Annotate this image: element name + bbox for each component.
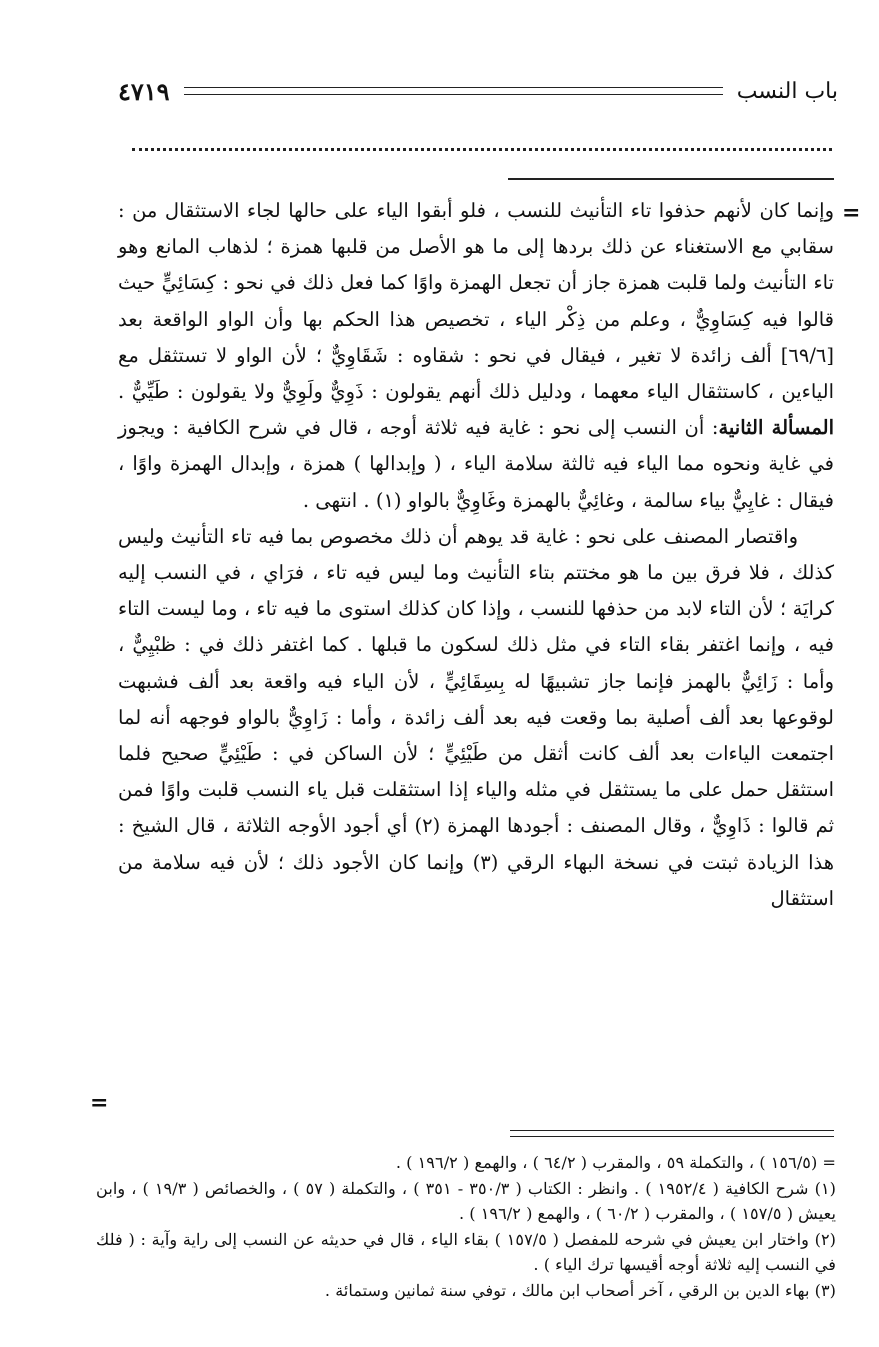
paragraph-1	[118, 193, 834, 519]
footnotes	[96, 1150, 836, 1304]
footnote-1: (١) شرح الكافية ( ١٩٥٢/٤ ) . وانظر : الكتاب ( ٣٥٠/٣ - ٣٥١ ) ، والتكملة ( ٥٧ ) ، والخصائص ( ١٩/٣ ) ، وابن يعيش ( ١٥٧/٥ ) ، والمقرب ( ٦٠/٢ ) ، والهمع ( ١٩٦/٢ ) .	[96, 1178, 836, 1224]
footnote-3: (٣) بهاء الدين بن الرقي ، آخر أصحاب ابن مالك ، توفي سنة ثمانين وستمائة .	[324, 1280, 836, 1300]
footnote-continued: = (١٥٦/٥ ) ، والتكملة ٥٩ ، والمقرب ( ٦٤/٢ ) ، والهمع ( ١٩٦/٢ ) .	[395, 1153, 836, 1172]
main-text	[118, 193, 834, 917]
paragraph-1-part-a: وإنما كان لأنهم حذفوا تاء التأنيث للنسب ، فلو أبقوا الياء على حالها لجاء الاستثقال من : سقابي مع الاستغناء عن ذلك بردها إلى ما هو الأصل من قلبها همزة ؛ لذهاب المانع وهو تاء التأنيث ولما قلبت همزة جاز أن تجعل الهمزة واوًا كما فعل ذلك في نحو : كِسَائِيٍّ حيث قالوا فيه كِسَاوِيٌّ ، وعلم من ذِكْر الياء ، تخصيص هذا الحكم بها وأن الواو الواقعة بعد [٦٩/٦] ألف زائدة لا تغير ، فيقال في نحو : شقاوه : شَقَاوِيٌّ ؛ لأن الواو لا تستثقل مع الياءين ، كاستثقال الياء معهما ، ودليل ذلك أنهم يقولون : ذَوِيٌّ ولَوِيٌّ ولا يقولون : طَيِّيٌّ .	[118, 199, 834, 404]
header-rule	[184, 87, 723, 95]
paragraph-2: واقتصار المصنف على نحو : غاية قد يوهم أن ذلك مخصوص بما فيه تاء التأنيث وليس كذلك ، فلا فرق بين ما هو مختتم بتاء التأنيث وما ليس فيه تاء ، فرَاي ، في النسب إليه كرايَة ؛ لأن التاء لابد من حذفها للنسب ، وإذا كان كذلك استوى ما فيه تاء ، وما ليست التاء فيه ، وإنما اغتفر بقاء التاء في مثل ذلك لسكون ما قبلها . كما اغتفر ذلك في : ظبْيِيٌّ ، وأما : زَائِيٌّ بالهمز فإنما جاز تشبيهًا له بِسِقَائِيٍّ ، لأن الياء فيه واقعة بعد ألف فشبهت لوقوعها بعد ألف أصلية بما وقعت فيه بعد ألف زائدة ، وأما : زَاوِيٌّ بالواو فوجهه أنه لما اجتمعت الياءات بعد ألف كانت أثقل من طَيْئِيٍّ ؛ لأن الساكن في : طَيْئِيٍّ صحيح فلما استثقل حمل على ما يستثقل في مثله والياء إذا استثقلت قبل ياء النسب قلبت واوًا فمن ثم قالوا : ذَاوِيٌّ ، وقال المصنف : أجودها الهمزة (٢) أي أجود الأوجه الثلاثة ، قال الشيخ : هذا الزيادة ثبتت في نسخة البهاء الرقي (٣) وإنما كان الأجود ذلك ؛ لأن فيه سلامة من استثقال	[118, 524, 835, 910]
chapter-title: باب النسب	[736, 78, 838, 104]
short-rule	[508, 178, 834, 180]
footnote-2: (٢) واختار ابن يعيش في شرحه للمفصل ( ١٥٧/٥ ) بقاء الياء ، قال في حديثه عن النسب إلى راية وآية : ( فلك في النسب إليه ثلاثة أوجه أقيسها ترك الياء ) .	[96, 1229, 836, 1275]
dotted-separator	[132, 148, 832, 151]
continuation-mark-bottom: =	[90, 1090, 109, 1116]
paragraph-1-part-b: : أن النسب إلى نحو : غاية فيه ثلاثة أوجه ، قال في شرح الكافية : ويجوز في غاية ونحوه مما الياء فيه ثالثة سلامة الياء ، ( وإبدالها ) همزة ، وإبدال الهمزة واوًا ، فيقال : غايِيٌّ بياء سالمة ، وغائِيٌّ بالهمزة وغَاوِيٌّ بالواو (١) . انتهى .	[118, 416, 834, 512]
page-number: ٤٧١٩	[118, 76, 170, 106]
section-heading: المسألة الثانية	[718, 416, 834, 440]
footnote-rule	[510, 1130, 834, 1137]
continuation-mark-top: =	[842, 200, 861, 226]
page-header	[118, 74, 838, 108]
